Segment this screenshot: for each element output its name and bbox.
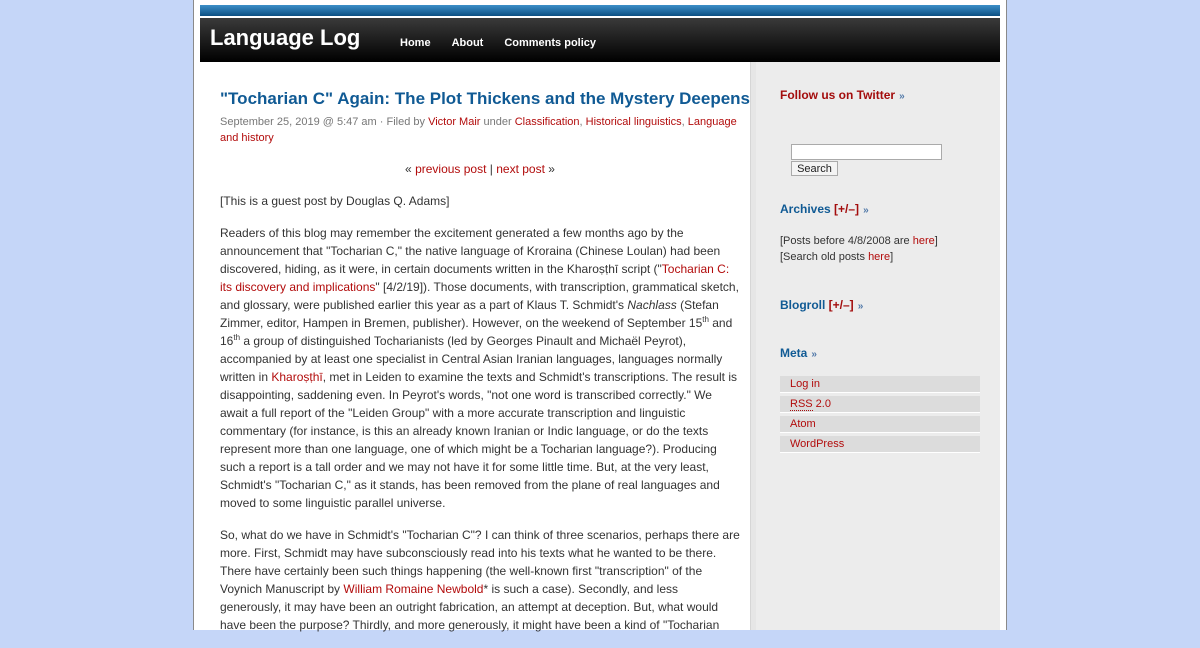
previous-post-link[interactable]: previous post xyxy=(415,162,487,176)
main-nav xyxy=(400,18,617,62)
nav-home[interactable]: Home xyxy=(400,37,431,49)
double-chevron-icon: » xyxy=(899,91,905,102)
archives-toggle[interactable]: [+/–] xyxy=(834,202,860,216)
paragraph-guest-note: [This is a guest post by Douglas Q. Adams] xyxy=(220,194,450,208)
rss-link[interactable] xyxy=(790,398,831,411)
text: a group of distinguished Tocharianists (led by Georges Pinault and Michaël Peyrot), accompanied by at least one specialist in Central Asian Iranian languages, languages normally written in xyxy=(220,334,723,384)
archives-heading xyxy=(780,202,869,216)
author-link[interactable]: Victor Mair xyxy=(428,116,481,128)
meta-item-login xyxy=(780,376,980,393)
search-input[interactable] xyxy=(791,144,942,160)
text: [Posts before 4/8/2008 are xyxy=(780,235,913,247)
search-old-posts-here-link[interactable]: here xyxy=(868,251,891,263)
follow-twitter-link[interactable] xyxy=(780,88,905,102)
link-kharosthi[interactable]: Kharoṣṭhī xyxy=(271,370,323,384)
atom-link[interactable]: Atom xyxy=(790,418,816,430)
sidebar xyxy=(756,62,1000,630)
login-link[interactable]: Log in xyxy=(790,378,820,390)
blogroll-label: Blogroll xyxy=(780,298,826,312)
post-title[interactable]: "Tocharian C" Again: The Plot Thickens and the Mystery Deepens xyxy=(220,89,751,108)
search-button[interactable]: Search xyxy=(791,161,838,176)
post-meta: September 25, 2019 @ 5:47 am · Filed by Victor Mair under Classification, Historical linguistics, Language and history xyxy=(220,116,737,144)
archives-here-link[interactable]: here xyxy=(912,235,935,247)
paragraph-2 xyxy=(220,526,740,634)
wordpress-link[interactable]: WordPress xyxy=(790,438,845,450)
meta-label: Meta xyxy=(780,346,808,360)
nav-comments-policy[interactable]: Comments policy xyxy=(504,37,597,49)
meta-list xyxy=(780,376,980,456)
rss-version: 2.0 xyxy=(812,398,831,410)
page-container xyxy=(193,0,1007,630)
link-william-romaine-newbold[interactable]: William Romaine Newbold xyxy=(343,582,484,596)
category-classification[interactable]: Classification xyxy=(514,116,580,128)
next-post-link[interactable]: next post xyxy=(496,162,545,176)
meta-item-atom xyxy=(780,416,980,433)
rss-abbr: RSS xyxy=(790,398,813,410)
filed-by-text: · Filed by xyxy=(376,116,429,128)
site-title[interactable]: Language Log xyxy=(210,25,361,50)
category-historical-linguistics[interactable]: Historical linguistics xyxy=(585,116,682,128)
archives-line-1 xyxy=(780,233,938,249)
superscript: th xyxy=(233,333,241,342)
under-text: under xyxy=(480,116,515,128)
text: [Search old posts xyxy=(780,251,869,263)
category-language-and-history[interactable]: Language and history xyxy=(220,116,737,144)
site-header xyxy=(200,18,1000,62)
nav-about[interactable]: About xyxy=(451,37,484,49)
top-accent-bar xyxy=(200,5,1000,16)
meta-item-wordpress xyxy=(780,436,980,453)
text: * is such a case). Secondly, and less generously, it may have been an outright fabrication, an attempt at deception. But, what would have been the purpose? Thirdly, and more generously, it might have been a kind of "Tocharian xyxy=(220,582,720,632)
follow-twitter-label: Follow us on Twitter xyxy=(780,88,896,102)
blogroll-heading xyxy=(780,298,863,312)
text: ] xyxy=(890,251,894,263)
paragraph-1 xyxy=(220,224,740,512)
text: ] xyxy=(934,235,938,247)
meta-item-rss xyxy=(780,396,980,413)
italic-nachlass: Nachlass xyxy=(627,298,677,312)
archives-line-2 xyxy=(780,249,893,265)
post-date: September 25, 2019 @ 5:47 am xyxy=(220,116,377,128)
text: " [4/2/19]). Those documents, with transcription, grammatical sketch, and glossary, were published earlier this year as a part of Klaus T. Schmidt's xyxy=(220,280,739,312)
superscript: th xyxy=(702,315,709,324)
post-content xyxy=(220,86,751,648)
text: So, what do we have in Schmidt's "Tocharian C"? I can think of three scenarios, perhaps there are more. First, Schmidt may have subconsciously read into his texts what he wanted to be there. There have certainly been such things happening (the well-known first "transcription" of the Voynich Manuscript by xyxy=(220,528,740,596)
double-chevron-icon: » xyxy=(863,205,869,216)
text: (Stefan Zimmer, editor, Hampen in Bremen, publisher). However, on the weekend of September 15 xyxy=(220,298,719,330)
meta-heading xyxy=(780,346,817,360)
link-tocharian-c-discovery[interactable]: Tocharian C: its discovery and implications xyxy=(220,262,730,294)
text: Readers of this blog may remember the excitement generated a few months ago by the announcement that "Tocharian C," the native language of Kroraina (Chinese Loulan) had been discovered, hiding, as it were, in certain documents written in the Kharoṣṭhī script (" xyxy=(220,226,721,276)
double-chevron-icon: » xyxy=(811,349,817,360)
post-navigation: « previous post | next post » xyxy=(405,162,555,176)
double-chevron-icon: » xyxy=(857,301,864,312)
archives-label: Archives xyxy=(780,202,831,216)
text: and 16 xyxy=(220,316,733,348)
blogroll-toggle[interactable]: [+/–] xyxy=(828,298,854,312)
text: , met in Leiden to examine the texts and Schmidt's transcriptions. The result is disappointing, saddening even. In Peyrot's words, "not one word is transcribed correctly." We await a full report of the "Leiden Group" with a more accurate transcription and linguistic commentary (for instance, is this an already known Iranian or Indic language, or do the texts represent more than one language, one of which might be a Tocharian language?). Producing such a report is a tall order and we may not have it for some little time. But, at the very least, Schmidt's "Tocharian C," as it stands, has been removed from the plane of real languages and moved to some linguistic parallel universe. xyxy=(220,370,738,510)
